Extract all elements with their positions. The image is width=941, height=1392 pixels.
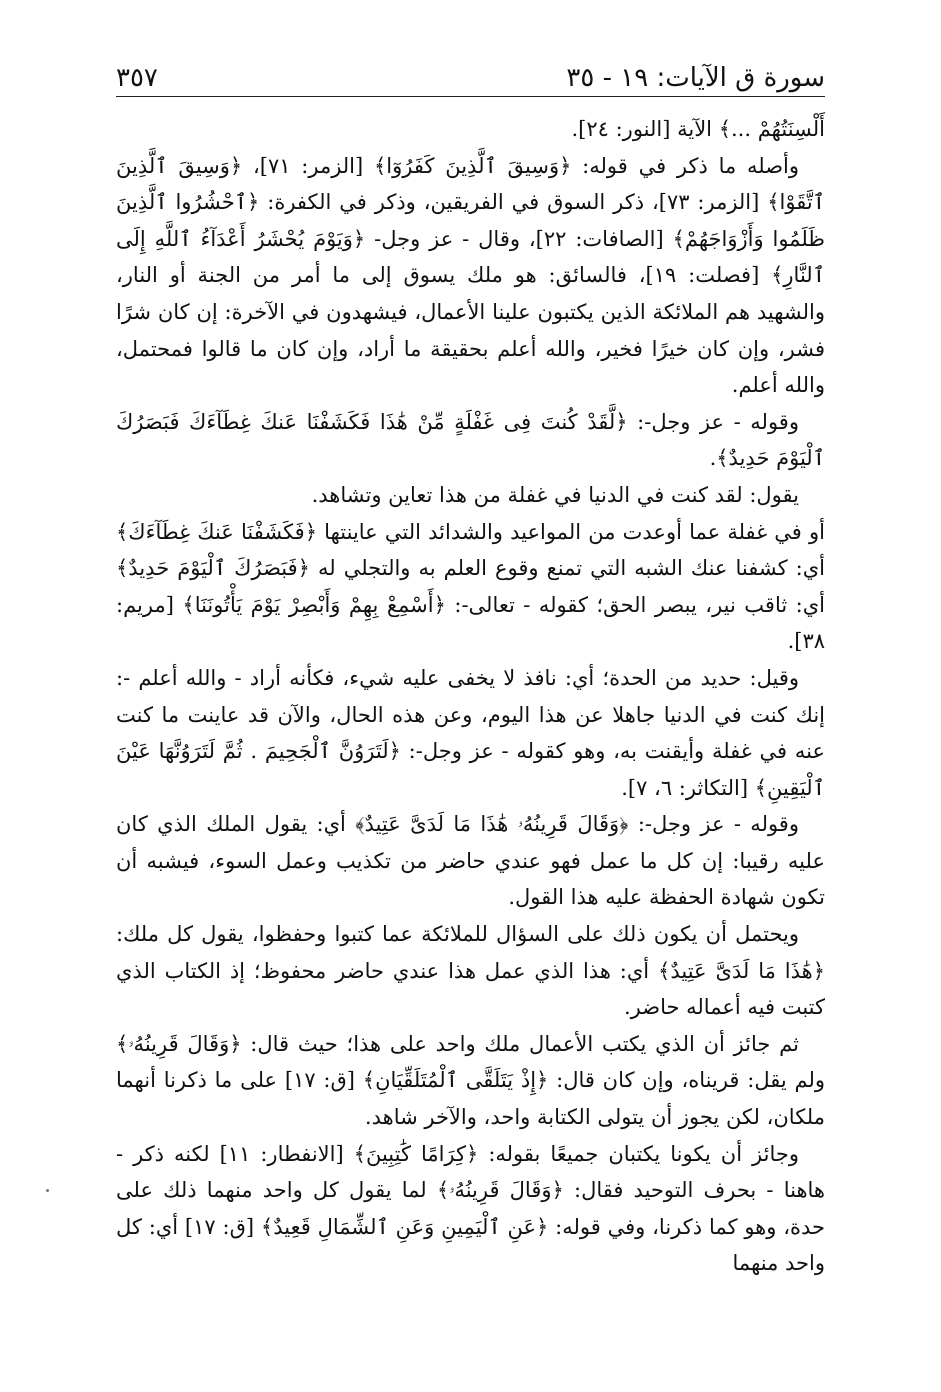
paragraph: وقوله - عز وجل-: ﴿وَقَالَ قَرِينُهُۥ هَٰذَا مَا لَدَىَّ عَتِيدٌ﴾ أي: يقول الملك الذي كان عليه رقيبا: إن كل ما عمل فهو عندي حاضر من تكذيب وعمل السوء، فيشبه أن تكون شهادة الحفظة عليه هذا القول. [116,812,825,910]
paragraph: وقوله - عز وجل-: ﴿لَّقَدْ كُنتَ فِى غَفْلَةٍ مِّنْ هَٰذَا فَكَشَفْنَا عَنكَ غِطَآءَكَ فَبَصَرُكَ ٱلْيَوْمَ حَدِيدٌ﴾. [116,409,825,471]
paragraph: وقيل: حديد من الحدة؛ أي: نافذ لا يخفى عليه شيء، فكأنه أراد - والله أعلم -: إنك كنت في الدنيا جاهلا عن هذا اليوم، وعن هذه الحال، والآن قد عاينت ما كنت عنه في غفلة وأيقنت به، وهو كقوله - عز وجل-: ﴿لَتَرَوُنَّ ٱلْجَحِيمَ . ثُمَّ لَتَرَوُنَّهَا عَيْنَ ٱلْيَقِينِ﴾ [التكاثر: ٦، ٧]. [116,665,825,800]
paragraph: يقول: لقد كنت في الدنيا في غفلة من هذا تعاين وتشاهد. [311,482,799,507]
chapter-title: سورة ق الآيات: ١٩ - ٣٥ [566,63,825,93]
paragraph: ويحتمل أن يكون ذلك على السؤال للملائكة عما كتبوا وحفظوا، يقول كل ملك: ﴿هَٰذَا مَا لَدَىَّ عَتِيدٌ﴾ أي: هذا الذي عمل هذا عندي حاضر محفوظ؛ إذ الكتاب الذي كتبت فيه أعماله حاضر. [116,922,825,1020]
paragraph: وجائز أن يكونا يكتبان جميعًا بقوله: ﴿كِرَامًا كَٰتِبِينَ﴾ [الانفطار: ١١] لكنه ذكر - هاهنا - بحرف التوحيد فقال: ﴿وَقَالَ قَرِينُهُۥ﴾ لما يقول كل واحد منهما ذلك على حدة، وهو كما ذكرنا، وفي قوله: ﴿عَنِ ٱلْيَمِينِ وَعَنِ ٱلشِّمَالِ قَعِيدٌ﴾ [ق: ١٧] أي: كل واحد منهما [116,1141,826,1276]
paragraph: أَلْسِنَتُهُمْ ...﴾ الآية [النور: ٢٤]. [571,117,825,141]
scan-speck [46,1189,49,1192]
running-header [116,52,825,94]
paragraph: ثم جائز أن الذي يكتب الأعمال ملك واحد على هذا؛ حيث قال: ﴿وَقَالَ قَرِينُهُۥ﴾ ولم يقل: قريناه، وإن كان قال: ﴿إِذْ يَتَلَقَّى ٱلْمُتَلَقِّيَانِ﴾ [ق: ١٧] على ما ذكرنا أنهما ملكان، لكن يجوز أن يتولى الكتابة واحد، والآخر شاهد. [116,1031,826,1130]
paragraph: أو في غفلة عما أوعدت من المواعيد والشدائد التي عاينتها ﴿فَكَشَفْنَا عَنكَ غِطَآءَكَ﴾ أي: كشفنا عنك الشبه التي تمنع وقوع العلم به والتجلي له ﴿فَبَصَرُكَ ٱلْيَوْمَ حَدِيدٌ﴾ أي: ثاقب نير، يبصر الحق؛ كقوله - تعالى-: ﴿أَسْمِعْ بِهِمْ وَأَبْصِرْ يَوْمَ يَأْتُونَنَا﴾ [مريم: ٣٨]. [116,519,825,654]
paragraph: وأصله ما ذكر في قوله: ﴿وَسِيقَ ٱلَّذِينَ كَفَرُوٓا﴾ [الزمر: ٧١]، ﴿وَسِيقَ ٱلَّذِينَ ٱتَّقَوْا﴾ [الزمر: ٧٣]، ذكر السوق في الفريقين، وذكر في الكفرة: ﴿ٱحْشُرُوا ٱلَّذِينَ ظَلَمُوا وَأَزْوَاجَهُمْ﴾ [الصافات: ٢٢]، وقال - عز وجل- ﴿وَيَوْمَ يُحْشَرُ أَعْدَآءُ ٱللَّهِ إِلَى ٱلنَّارِ﴾ [فصلت: ١٩]، فالسائق: هو ملك يسوق إلى ما أمر من الجنة أو النار، والشهيد هم الملائكة الذين يكتبون علينا الأعمال، فيشهدون في الآخرة: إن كان شرًا فشر، وإن كان خيرًا فخير، والله أعلم بحقيقة ما أراد، وإن كان ما قالوا فمحتمل، والله أعلم. [116,153,826,398]
page-number: ٣٥٧ [116,63,158,93]
page-body [116,111,825,1282]
header-divider [116,96,825,97]
